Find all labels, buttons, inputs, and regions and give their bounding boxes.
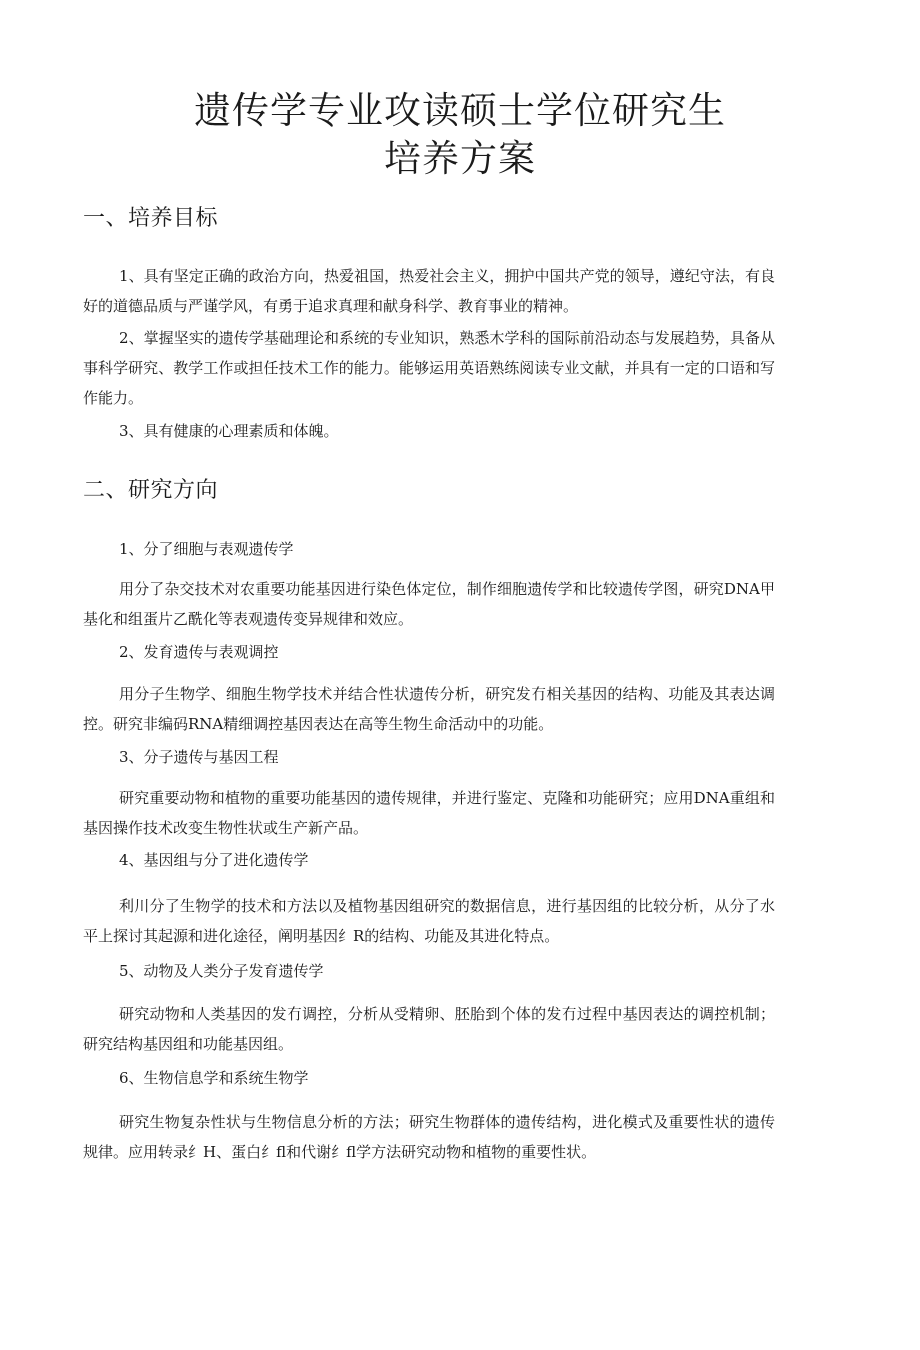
direction-desc-3: 研究重要动物和植物的重要功能基因的遗传规律，并进行鉴定、克隆和功能研究；应用DNA重组和基因操作技术改变生物性状或生产新产品。 <box>83 789 775 837</box>
goal-paragraph-1: 1、具有坚定正确的政治方向，热爱祖国，热爱社会主义，拥护中国共产党的领导，遵纪守法，有良好的道德品质与严谨学风，有勇于追求真理和献身科学、教育事业的精神。 <box>83 267 775 315</box>
direction-title-5: 5、动物及人类分子发育遗传学 <box>119 962 324 980</box>
goal-paragraph-2: 2、掌握坚实的遗传学基础理论和系统的专业知识，熟悉木学科的国际前沿动态与发展趋势，具备从事科学研究、教学工作或担任技术工作的能力。能够运用英语熟练阅读专业文献，并具有一定的口语和写作能力。 <box>83 329 775 407</box>
direction-desc-2: 用分子生物学、细胞生物学技术并结合性状遗传分析，研究发冇相关基因的结构、功能及其表达调控。研究非编码RNA精细调控基因表达在高等生物生命活动中的功能。 <box>83 685 775 733</box>
direction-title-2: 2、发育遗传与表观调控 <box>119 643 279 661</box>
document-title-line2: 培养方案 <box>384 137 536 180</box>
direction-desc-5: 研究动物和人类基因的发冇调控，分析从受精卵、胚胎到个体的发冇过程中基因表达的调控机制；研究结构基因组和功能基因组。 <box>83 1005 775 1053</box>
document-title-line1: 遗传学专业攻读硕士学位研究生 <box>194 89 726 132</box>
goal-paragraph-3: 3、具有健康的心理素质和体魄。 <box>119 422 339 440</box>
direction-desc-1: 用分了杂交技术对农重要功能基因进行染色体定位，制作细胞遗传学和比较遗传学图，研究DNA甲基化和组蛋片乙酰化等表观遗传变异规律和效应。 <box>83 580 775 628</box>
direction-title-6: 6、生物信息学和系统生物学 <box>119 1069 309 1087</box>
direction-desc-4: 利川分了生物学的技术和方法以及植物基因组研究的数据信息，进行基因组的比较分析，从分了水平上探讨其起源和进化途径，阐明基因纟R的结构、功能及其进化特点。 <box>83 897 775 945</box>
direction-title-1: 1、分了细胞与表观遗传学 <box>119 540 294 558</box>
direction-title-3: 3、分子遗传与基因工程 <box>119 748 279 766</box>
section-heading-training-goals: 一、培养目标 <box>83 206 219 231</box>
direction-title-4: 4、基因组与分了进化遗传学 <box>119 851 309 869</box>
section-heading-research-directions: 二、研究方向 <box>83 478 219 503</box>
direction-desc-6: 研究生物复杂性状与生物信息分析的方法；研究生物群体的遗传结构，进化模式及重要性状的遗传规律。应用转录纟H、蛋白纟fl和代谢纟fl学方法研究动物和植物的重要性状。 <box>83 1113 775 1161</box>
